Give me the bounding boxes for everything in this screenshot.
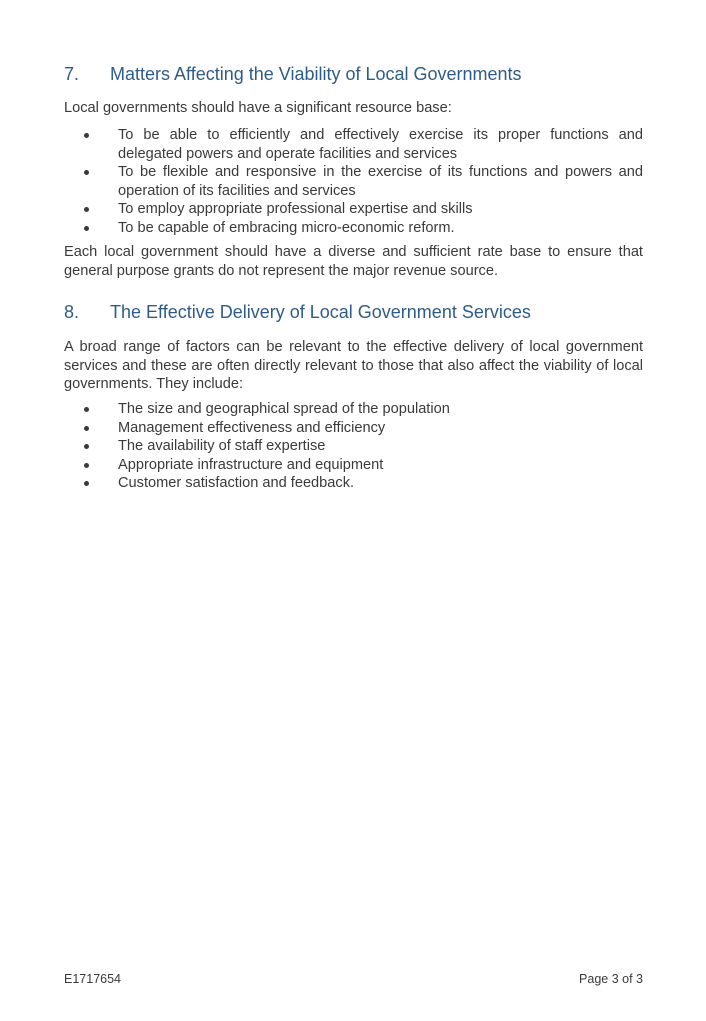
section-7-intro: Local governments should have a significant resource base: <box>64 100 452 116</box>
section-8-number: 8. <box>64 302 80 322</box>
list-item: Customer satisfaction and feedback. <box>64 474 643 493</box>
list-item: Appropriate infrastructure and equipment <box>64 456 643 475</box>
section-7-heading <box>64 63 643 85</box>
list-item: The size and geographical spread of the population <box>64 400 643 419</box>
bullet-icon <box>84 170 89 175</box>
section-7-closing: Each local government should have a diverse and sufficient rate base to ensure that general purpose grants do not represent the major revenue source. <box>64 244 643 279</box>
bullet-icon <box>84 481 89 486</box>
section-8-title: The Effective Delivery of Local Government Services <box>110 302 531 322</box>
section-8-intro: A broad range of factors can be relevant to the effective delivery of local government services and these are often directly relevant to those that also affect the viability of local governments. They include: <box>64 339 643 392</box>
list-item: Management effectiveness and efficiency <box>64 419 643 438</box>
bullet-icon <box>84 444 89 449</box>
list-item: To be capable of embracing micro-economic reform. <box>64 219 643 238</box>
footer-page-number: Page 3 of 3 <box>579 972 643 986</box>
list-item: To be able to efficiently and effectively exercise its proper functions and delegated powers and operate facilities and services <box>64 126 643 163</box>
footer-document-id: E1717654 <box>64 972 122 986</box>
bullet-icon <box>84 407 89 412</box>
bullet-icon <box>84 226 89 231</box>
section-8-heading <box>64 301 643 323</box>
list-item: To be flexible and responsive in the exercise of its functions and powers and operation of its facilities and services <box>64 163 643 200</box>
bullet-icon <box>84 207 89 212</box>
bullet-icon <box>84 463 89 468</box>
section-7-bullet-list <box>64 126 643 237</box>
bullet-icon <box>84 426 89 431</box>
section-8-bullet-list <box>64 400 643 493</box>
section-7-number: 7. <box>64 64 80 84</box>
bullet-icon <box>84 133 89 138</box>
list-item: To employ appropriate professional expertise and skills <box>64 200 643 219</box>
section-7-title: Matters Affecting the Viability of Local Governments <box>110 64 522 84</box>
list-item: The availability of staff expertise <box>64 437 643 456</box>
